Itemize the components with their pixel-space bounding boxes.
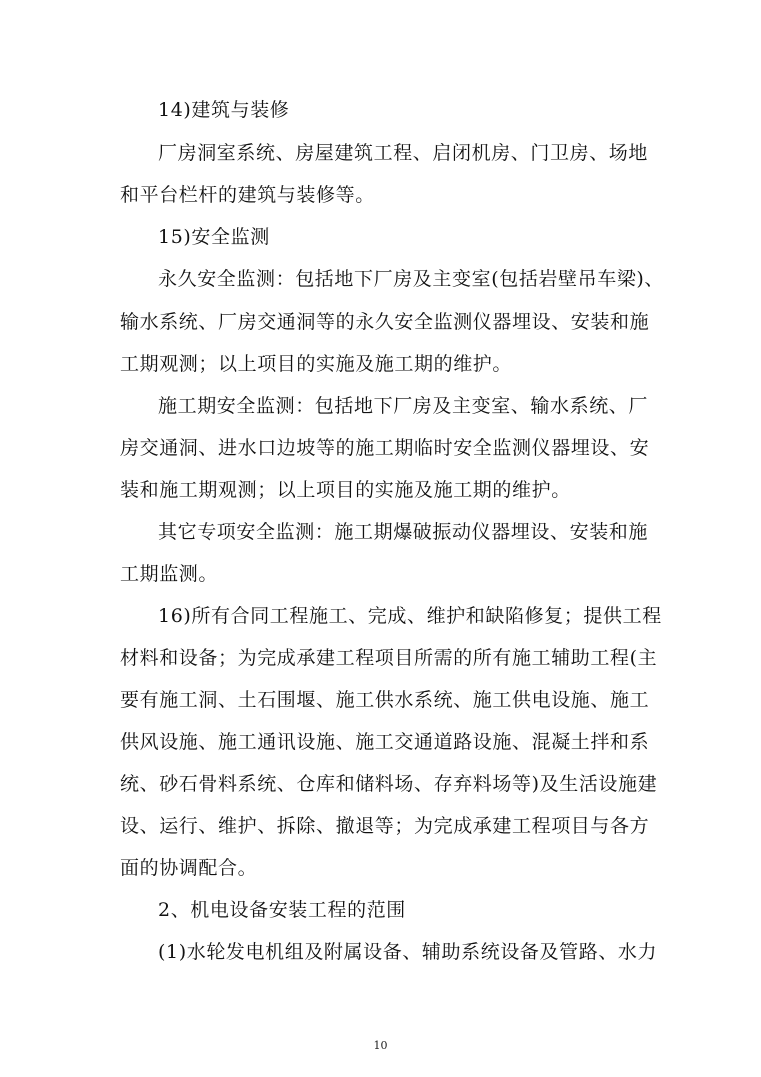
paragraph-line: 施工期安全监测：包括地下厂房及主变室、输水系统、厂 xyxy=(158,395,649,417)
paragraph-line: 厂房洞室系统、房屋建筑工程、启闭机房、门卫房、场地 xyxy=(158,142,649,164)
heading-15-safety-monitoring: 15)安全监测 xyxy=(158,226,270,248)
paragraph-line: 材料和设备；为完成承建工程项目所需的所有施工辅助工程(主 xyxy=(120,647,658,669)
paragraph-line: 输水系统、厂房交通洞等的永久安全监测仪器埋设、安装和施 xyxy=(120,311,650,333)
paragraph-line: 要有施工洞、土石围堰、施工供水系统、施工供电设施、施工 xyxy=(120,689,650,711)
paragraph-line: 供风设施、施工通讯设施、施工交通道路设施、混凝土拌和系 xyxy=(120,731,650,753)
paragraph-line: 面的协调配合。 xyxy=(120,857,258,879)
paragraph-line: 工期观测；以上项目的实施及施工期的维护。 xyxy=(120,353,513,375)
paragraph-line: 永久安全监测：包括地下厂房及主变室(包括岩壁吊车梁)、 xyxy=(158,268,665,290)
paragraph-line: 工期监测。 xyxy=(120,563,219,585)
paragraph-line: 其它专项安全监测：施工期爆破振动仪器埋设、安装和施 xyxy=(158,521,649,543)
paragraph-line: 统、砂石骨料系统、仓库和储料场、存弃料场等)及生活设施建 xyxy=(120,773,658,795)
paragraph-line: 和平台栏杆的建筑与装修等。 xyxy=(120,184,375,206)
paragraph-line: 设、运行、维护、拆除、撤退等；为完成承建工程项目与各方 xyxy=(120,815,650,837)
heading-2-mechanical-electrical-scope: 2、机电设备安装工程的范围 xyxy=(158,899,406,921)
heading-16-contract-works: 16)所有合同工程施工、完成、维护和缺陷修复；提供工程 xyxy=(158,605,662,627)
paragraph-line: (1)水轮发电机组及附属设备、辅助系统设备及管路、水力 xyxy=(158,941,658,963)
paragraph-line: 装和施工期观测；以上项目的实施及施工期的维护。 xyxy=(120,479,571,501)
page-number: 10 xyxy=(373,1039,388,1052)
paragraph-line: 房交通洞、进水口边坡等的施工期临时安全监测仪器埋设、安 xyxy=(120,437,650,459)
heading-14-building-decoration: 14)建筑与装修 xyxy=(158,99,290,121)
